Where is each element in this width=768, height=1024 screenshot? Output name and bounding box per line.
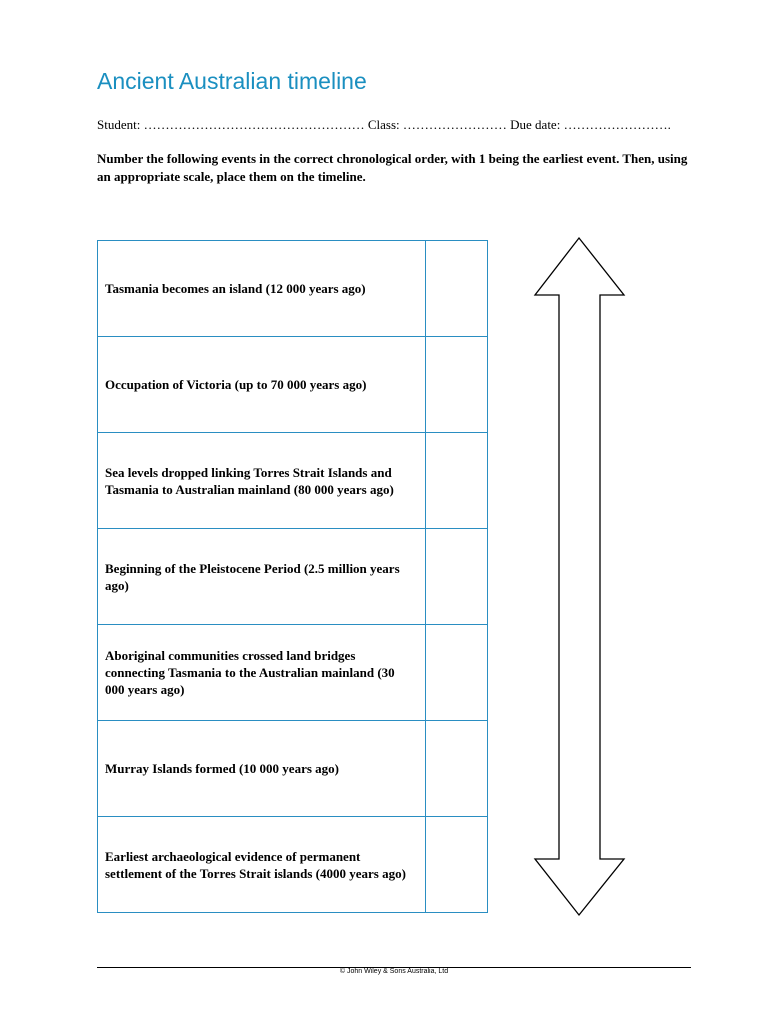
event-description: Occupation of Victoria (up to 70 000 years ago) <box>98 337 426 433</box>
table-row <box>98 817 488 913</box>
order-number-cell[interactable] <box>425 241 487 337</box>
order-number-cell[interactable] <box>425 433 487 529</box>
table-row <box>98 433 488 529</box>
student-field[interactable]: …………………………………………… <box>140 117 368 132</box>
event-description: Sea levels dropped linking Torres Strait Islands and Tasmania to Australian mainland (80 000 years ago) <box>98 433 426 529</box>
order-number-cell[interactable] <box>425 529 487 625</box>
instructions: Number the following events in the correct chronological order, with 1 being the earliest event. Then, using an appropriate scale, place them on the timeline. <box>97 151 688 184</box>
due-date-label: Due date: <box>510 117 561 132</box>
order-number-cell[interactable] <box>425 817 487 913</box>
event-description: Earliest archaeological evidence of permanent settlement of the Torres Strait islands (4000 years ago) <box>98 817 426 913</box>
table-row <box>98 721 488 817</box>
student-label: Student: <box>97 117 141 132</box>
order-number-cell[interactable] <box>425 337 487 433</box>
event-description: Tasmania becomes an island (12 000 years ago) <box>98 241 426 337</box>
due-date-field[interactable]: ……………………. <box>560 117 671 132</box>
page-title: Ancient Australian timeline <box>97 68 367 94</box>
table-row <box>98 337 488 433</box>
order-number-cell[interactable] <box>425 625 487 721</box>
event-description: Aboriginal communities crossed land bridges connecting Tasmania to the Australian mainland (30 000 years ago) <box>98 625 426 721</box>
copyright-footer: © John Wiley & Sons Australia, Ltd <box>339 968 449 975</box>
event-description: Murray Islands formed (10 000 years ago) <box>98 721 426 817</box>
order-number-cell[interactable] <box>425 721 487 817</box>
table-row <box>98 241 488 337</box>
class-label: Class: <box>367 117 400 132</box>
table-row <box>98 529 488 625</box>
timeline-double-arrow[interactable] <box>533 236 627 918</box>
table-row <box>98 625 488 721</box>
event-description: Beginning of the Pleistocene Period (2.5 million years ago) <box>98 529 426 625</box>
student-info-line <box>97 117 671 133</box>
class-field[interactable]: …………………… <box>399 117 511 132</box>
events-table <box>97 240 488 913</box>
